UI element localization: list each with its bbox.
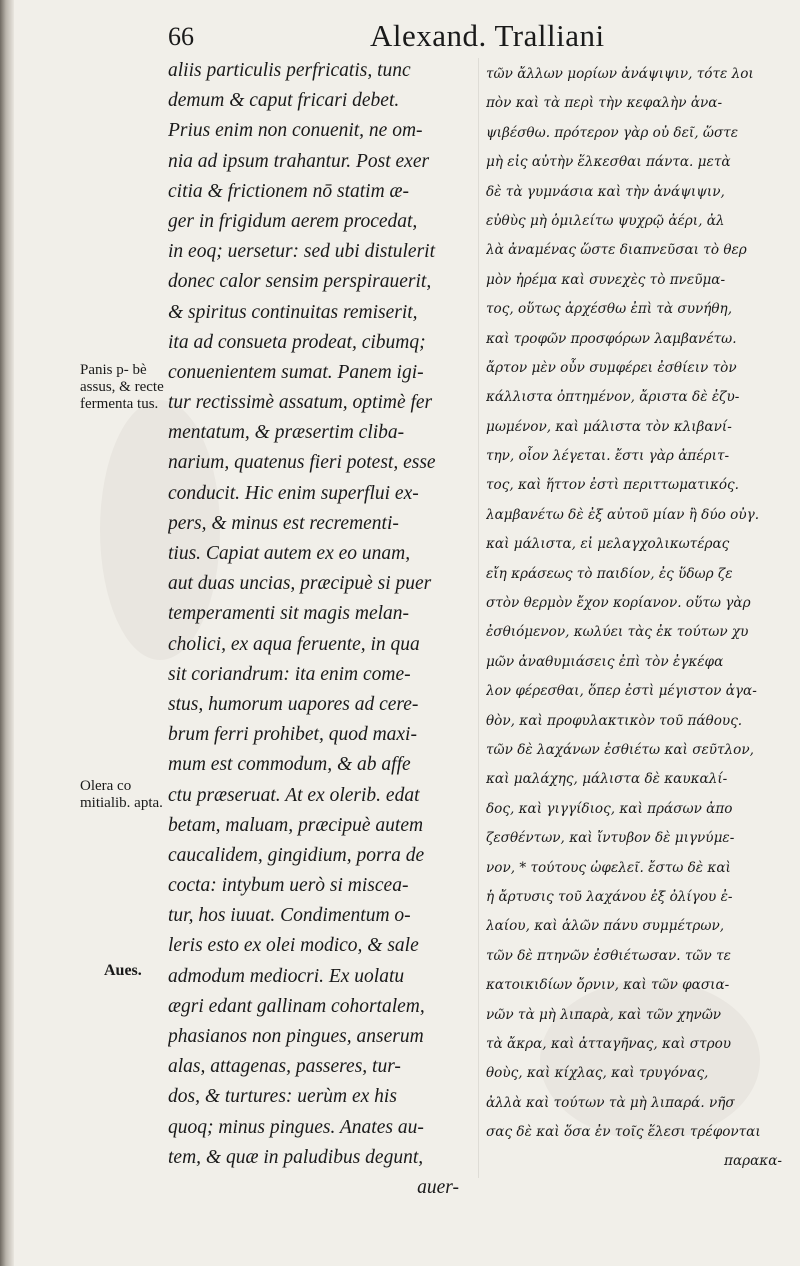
latin-text-line: nia ad ipsum trahantur. Post exer (168, 150, 430, 172)
latin-text-line: ctu præseruat. At ex olerib. edat (168, 784, 420, 806)
greek-text-line: τῶν δὲ λαχάνων ἐσθιέτω καὶ σεῦτλον, (486, 741, 754, 758)
greek-text-line: λὰ ἀναμένας ὥστε διαπνεῦσαι τὸ θερ (486, 242, 747, 259)
latin-text-line: cocta: intybum uerò si misceа- (168, 875, 409, 897)
greek-text-line: τος, καὶ ἥττον ἐστὶ περιττωματικός. (486, 477, 739, 494)
greek-text-line: στὸν θερμὸν ἔχον κορίανον. οὕτω γὰρ (486, 595, 751, 612)
margin-note-aues: Aues. (104, 962, 142, 979)
latin-text-line: temperamenti sit magis melan- (168, 603, 410, 625)
latin-text-line: narium, quatenus fieri potest, esse (168, 452, 436, 474)
latin-text-line: ita ad consueta prodeat, cibumq; (168, 331, 426, 353)
latin-text-line: Prius enim non conuenit, ne om- (168, 120, 423, 142)
page-number: 66 (168, 22, 194, 51)
latin-text-line: tur rectissimè assatum, optimè fer (168, 392, 433, 414)
running-head: Alexand. Tralliani (370, 18, 605, 53)
greek-text-line: ἄρτον μὲν οὖν συμφέρει ἐσθίειν τὸν (486, 359, 737, 376)
greek-text-line: μῶν ἀναθυμιάσεις ἐπὶ τὸν ἐγκέφα (486, 653, 724, 670)
greek-text-line: νῶν τὰ μὴ λιπαρὰ, καὶ τῶν χηνῶν (486, 1006, 722, 1023)
latin-text-line: ger in frigidum aerem procedat, (168, 210, 418, 232)
greek-text-line: μὸν ἠρέμα καὶ συνεχὲς τὸ πνεῦμα- (486, 271, 726, 288)
greek-text-line: δὲ τὰ γυμνάσια καὶ τὴν ἀνάψιψιν, (486, 183, 725, 200)
greek-text-line: ἐσθιόμενον, κωλύει τὰς ἐκ τούτων χυ (486, 624, 749, 641)
greek-text-line: θὸν, καὶ προφυλακτικὸν τοῦ πάθους. (486, 712, 743, 729)
latin-text-line: mum est commodum, & ab affe (168, 754, 411, 776)
greek-text-line: καὶ μάλιστα, εἰ μελαγχολικωτέρας (486, 536, 730, 553)
latin-text-line: tem, & quæ in paludibus degunt, (168, 1146, 424, 1168)
latin-text-line: brum ferri prohibet, quod maxi- (168, 724, 417, 746)
greek-text-line: κάλλιστα ὀπτημένον, ἄριστα δὲ ἐζυ- (486, 389, 740, 406)
latin-text-line: demum & caput fricari debet. (168, 90, 400, 112)
column-divider (478, 58, 479, 1178)
greek-text-line: τῶν ἄλλων μορίων ἀνάψιψιν, τότε λοι (486, 66, 754, 82)
latin-text-line: quoq; minus pingues. Anates au- (168, 1116, 424, 1138)
page-gutter-shadow (0, 0, 14, 1266)
latin-text-line: aliis particulis perfricatis, tunc (168, 60, 411, 81)
greek-text-line: καὶ μαλάχης, μάλιστα δὲ καυκαλί- (486, 771, 728, 788)
greek-text-line: πὸν καὶ τὰ περὶ τὴν κεφαλὴν ἀνα- (486, 95, 723, 112)
greek-text-line: τῶν δὲ πτηνῶν ἐσθιέτωσαν. τῶν τε (486, 947, 731, 964)
latin-text-line: mentatum, & præsertim cliba- (168, 422, 405, 444)
greek-text-line: μωμένον, καὶ μάλιστα τὸν κλιβανί- (486, 418, 732, 435)
greek-text-line: λαμβανέτω δὲ ἐξ αὐτοῦ μίαν ἢ δύο οὐγ. (486, 506, 760, 523)
greek-text-line: τὰ ἄκρα, καὶ ἀτταγῆνας, καὶ στρου (486, 1035, 732, 1052)
latin-text-line: conducit. Hic enim superflui ex- (168, 482, 419, 504)
greek-text-line: εἴη κράσεως τὸ παιδίον, ἐς ὕδωρ ζε (486, 565, 733, 582)
greek-text-line: ἀλλὰ καὶ τούτων τὰ μὴ λιπαρά. νῆσ (486, 1094, 735, 1111)
greek-text-line: νον, * τούτους ὠφελεῖ. ἔστω δὲ καὶ (486, 859, 731, 876)
latin-text-line: betam, maluam, præcipuè autem (168, 814, 424, 836)
latin-text-line: tur, hos iuuat. Condimentum o- (168, 905, 411, 927)
latin-text-line: caucalidem, gingidium, porra de (168, 844, 425, 866)
latin-text-line: in eoq; uersetur: sed ubi distulerit (168, 241, 436, 263)
latin-text-line: leris esto ex olei modico, & sale (168, 935, 419, 957)
latin-text-line: & spiritus continuitas remiserit, (168, 301, 418, 323)
greek-text-line: λον φέρεσθαι, ὅπερ ἐστὶ μέγιστον ἀγα- (486, 683, 757, 700)
latin-text-line: citia & frictionem nō statim æ- (168, 180, 410, 202)
latin-text-line: alas, attagenas, passeres, tur- (168, 1056, 401, 1078)
greek-text-line: εὐθὺς μὴ ὁμιλείτω ψυχρῷ ἀέρι, ἀλ (486, 212, 725, 229)
latin-text-line: stus, humorum uapores ad cere- (168, 693, 419, 715)
latin-text-line: ægri edant gallinam cohortalem, (168, 995, 425, 1017)
greek-text-line: κατοικιδίων ὄρνιν, καὶ τῶν φασια- (486, 977, 730, 994)
greek-text-line: ἡ ἄρτυσις τοῦ λαχάνου ἐξ ὀλίγου ἐ- (486, 888, 733, 905)
latin-text-line: tius. Capiat autem ex eo unam, (168, 543, 411, 564)
greek-text-line: παρακα- (724, 1153, 782, 1170)
greek-text-line: την, οἷον λέγεται. ἔστι γὰρ ἀπέριτ- (486, 448, 730, 465)
margin-note-panis: Panis p- bè assus, & recte fermenta tus. (80, 362, 164, 412)
greek-text-line: καὶ τροφῶν προσφόρων λαμβανέτω. (486, 330, 737, 347)
latin-text-line: pers, & minus est recrementi- (168, 512, 399, 534)
latin-text-line: conuenientem sumat. Panem igi- (168, 361, 424, 383)
margin-note-olera: Olera co mitialib. apta. (80, 778, 163, 811)
latin-text-column (168, 56, 473, 1203)
latin-text-line: auer- (417, 1176, 459, 1198)
latin-text-line: donec calor sensim perspirauerit, (168, 271, 432, 293)
greek-text-line: ζεσθέντων, καὶ ἴντυβον δὲ μιγνύμε- (486, 830, 735, 847)
latin-text-line: dos, & turtures: uerùm ex his (168, 1086, 397, 1108)
latin-text-line: admodum mediocri. Ex uolatu (168, 965, 405, 987)
greek-text-line: μὴ εἰς αὐτὴν ἕλκεσθαι πάντα. μετὰ (486, 154, 731, 171)
latin-text-line: sit coriandrum: ita enim come- (168, 663, 411, 685)
greek-text-line: τος, οὕτως ἀρχέσθω ἐπὶ τὰ συνήθη, (486, 301, 733, 318)
latin-text-line: phasianos non pingues, anserum (168, 1026, 424, 1047)
greek-text-line: δος, καὶ γιγγίδιος, καὶ πράσων ἀπο (486, 800, 733, 817)
greek-text-line: ψιβέσθω. πρότερον γὰρ οὐ δεῖ, ὥστε (486, 124, 739, 141)
greek-text-column (486, 60, 786, 1177)
latin-text-line: cholici, ex aqua feruente, in qua (168, 633, 420, 655)
latin-text-line: aut duas uncias, præcipuè si puer (168, 573, 432, 595)
greek-text-line: σας δὲ καὶ ὅσα ἐν τοῖς ἕλεσι τρέφονται (486, 1124, 761, 1141)
greek-text-line: θοὺς, καὶ κίχλας, καὶ τρυγόνας, (486, 1065, 709, 1082)
greek-text-line: λαίου, καὶ ἁλῶν πάνυ συμμέτρων, (486, 918, 725, 935)
page-header (0, 18, 800, 58)
